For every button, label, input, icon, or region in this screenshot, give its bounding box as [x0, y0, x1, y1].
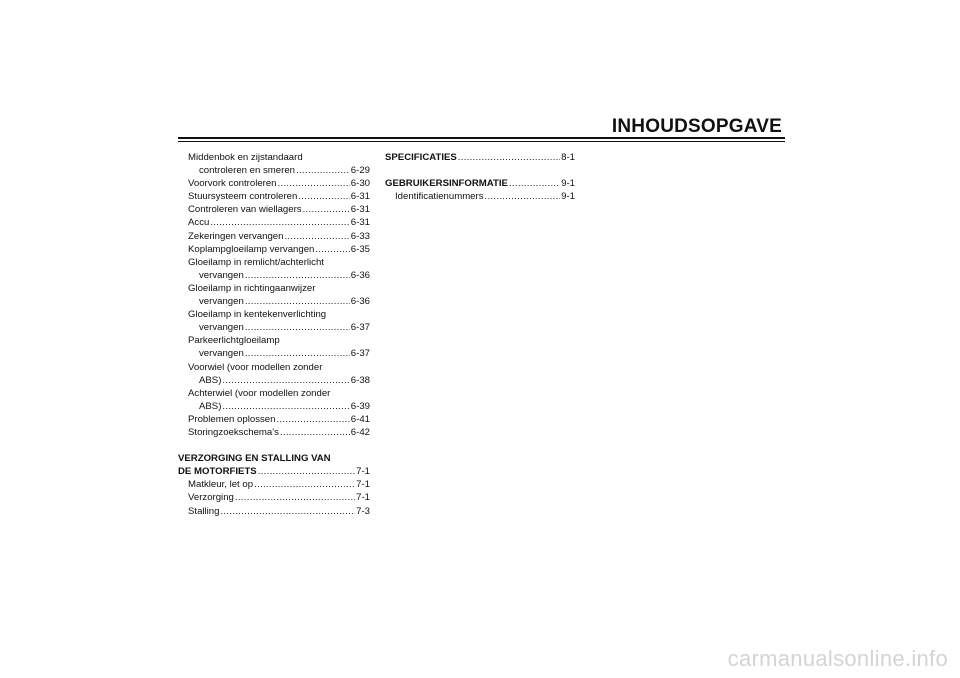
toc-entry-label: Gloeilamp in remlicht/achterlicht	[188, 256, 324, 268]
toc-page-number: 8-1	[561, 152, 575, 163]
toc-entry-label: Stuursysteem controleren	[188, 191, 298, 203]
toc-right-column	[385, 151, 575, 203]
toc-page-number: 6-42	[350, 426, 370, 438]
leader-dots	[245, 295, 350, 308]
toc-page-number: 7-1	[356, 479, 370, 491]
toc-entry-label: Verzorging	[188, 492, 234, 504]
toc-entry-storingzoek[interactable]	[178, 426, 370, 439]
toc-entry-remlicht-title	[178, 256, 370, 269]
leader-dots	[258, 465, 355, 478]
toc-entry-label: Matkleur, let op	[188, 479, 254, 491]
toc-page-number: 6-29	[350, 165, 370, 177]
leader-dots	[298, 190, 349, 203]
toc-entry-accu[interactable]	[178, 216, 370, 229]
toc-entry-verzorging[interactable]	[178, 491, 370, 504]
toc-entry-kenteken-title	[178, 308, 370, 321]
header-rule-thin	[178, 141, 785, 142]
toc-entry-label: Middenbok en zijstandaard	[188, 152, 303, 163]
leader-dots	[485, 190, 561, 203]
leader-dots	[222, 374, 349, 387]
toc-page-number: 7-1	[356, 492, 370, 504]
toc-entry-label: ABS)	[199, 400, 222, 412]
leader-dots	[315, 243, 349, 256]
leader-dots	[284, 230, 349, 243]
toc-page-number: 6-39	[350, 400, 370, 412]
toc-entry-achterwiel[interactable]	[178, 400, 370, 413]
toc-entry-problemen[interactable]	[178, 413, 370, 426]
toc-entry-label: Voorwiel (voor modellen zonder	[188, 361, 323, 373]
leader-dots	[220, 505, 355, 518]
toc-entry-label: Zekeringen vervangen	[188, 230, 284, 242]
toc-section-label: DE MOTORFIETS	[178, 466, 257, 478]
toc-entry-label: Stalling	[188, 505, 220, 517]
spacer	[385, 164, 575, 177]
leader-dots	[245, 347, 350, 360]
toc-page-number: 6-36	[350, 296, 370, 308]
toc-entry-label: vervangen	[199, 322, 244, 334]
toc-section-gebruikersinformatie[interactable]	[385, 177, 575, 190]
toc-section-label: SPECIFICATIES	[385, 152, 457, 163]
toc-page-number: 6-35	[350, 243, 370, 255]
toc-entry-richtingaanwijzer[interactable]	[178, 295, 370, 308]
toc-entry-remlicht[interactable]	[178, 269, 370, 282]
toc-page-number: 6-31	[350, 217, 370, 229]
toc-page-number: 6-33	[350, 230, 370, 242]
toc-entry-stuursysteem[interactable]	[178, 190, 370, 203]
leader-dots	[509, 177, 560, 190]
toc-entry-achterwiel-title	[178, 387, 370, 400]
toc-entry-wiellagers[interactable]	[178, 203, 370, 216]
toc-entry-label: Parkeerlichtgloeilamp	[188, 335, 280, 347]
toc-page-number: 6-31	[350, 191, 370, 203]
toc-page-number: 9-1	[561, 178, 575, 190]
toc-page-number: 6-37	[350, 348, 370, 360]
toc-left-column	[178, 151, 370, 518]
toc-entry-parkeerlicht[interactable]	[178, 347, 370, 360]
toc-entry-label: Identificatienummers	[395, 191, 484, 203]
leader-dots	[245, 269, 350, 282]
toc-entry-label: Gloeilamp in kentekenverlichting	[188, 309, 327, 321]
leader-dots	[210, 216, 349, 229]
header-rule-thick	[178, 137, 785, 139]
toc-page-number: 6-36	[350, 269, 370, 281]
toc-section-label: VERZORGING EN STALLING VAN	[178, 453, 331, 465]
leader-dots	[235, 491, 355, 504]
leader-dots	[222, 400, 349, 413]
toc-entry-label: Gloeilamp in richtingaanwijzer	[188, 282, 316, 294]
spacer	[178, 439, 370, 452]
toc-entry-label: Controleren van wiellagers	[188, 204, 302, 216]
toc-entry-kenteken[interactable]	[178, 321, 370, 334]
toc-entry-middenbok-title	[178, 151, 370, 164]
page-title: INHOUDSOPGAVE	[611, 116, 782, 137]
toc-entry-koplamp[interactable]	[178, 243, 370, 256]
toc-entry-label: Koplampgloeilamp vervangen	[188, 243, 315, 255]
toc-entry-richtingaanwijzer-title	[178, 282, 370, 295]
toc-entry-stalling[interactable]	[178, 505, 370, 518]
toc-entry-label: ABS)	[199, 374, 222, 386]
toc-page-number: 9-1	[561, 191, 575, 203]
toc-section-title-verzorging	[178, 452, 370, 465]
toc-page-number: 6-41	[350, 413, 370, 425]
toc-entry-label: Accu	[188, 217, 210, 229]
toc-page-number: 6-37	[350, 322, 370, 334]
leader-dots	[458, 151, 560, 164]
toc-entry-label: vervangen	[199, 348, 244, 360]
watermark: carmanualsonline.info	[727, 646, 948, 671]
leader-dots	[245, 321, 350, 334]
toc-entry-label: Storingzoekschema's	[188, 426, 279, 438]
toc-section-specificaties[interactable]	[385, 151, 575, 164]
toc-page-number: 6-31	[350, 204, 370, 216]
toc-entry-voorwiel[interactable]	[178, 374, 370, 387]
toc-entry-identificatienummers[interactable]	[385, 190, 575, 203]
toc-entry-label: Problemen oplossen	[188, 413, 276, 425]
toc-entry-voorwiel-title	[178, 361, 370, 374]
leader-dots	[280, 426, 350, 439]
leader-dots	[276, 413, 349, 426]
toc-entry-label: vervangen	[199, 296, 244, 308]
toc-section-label: GEBRUIKERSINFORMATIE	[385, 178, 508, 190]
toc-entry-label: Achterwiel (voor modellen zonder	[188, 387, 331, 399]
toc-entry-label: vervangen	[199, 269, 244, 281]
leader-dots	[278, 177, 350, 190]
toc-page-number: 6-38	[350, 374, 370, 386]
toc-entry-matkleur[interactable]	[178, 478, 370, 491]
toc-entry-label: Voorvork controleren	[188, 178, 277, 190]
toc-section-verzorging[interactable]	[178, 465, 370, 478]
toc-page-number: 7-1	[356, 466, 370, 478]
toc-page-number: 7-3	[356, 505, 370, 517]
toc-entry-label: controleren en smeren	[199, 165, 295, 177]
toc-entry-zekeringen[interactable]	[178, 230, 370, 243]
toc-entry-middenbok[interactable]	[178, 164, 370, 177]
toc-page-number: 6-30	[350, 178, 370, 190]
toc-entry-voorvork[interactable]	[178, 177, 370, 190]
leader-dots	[296, 164, 350, 177]
leader-dots	[303, 203, 350, 216]
leader-dots	[254, 478, 355, 491]
toc-entry-parkeerlicht-title	[178, 334, 370, 347]
